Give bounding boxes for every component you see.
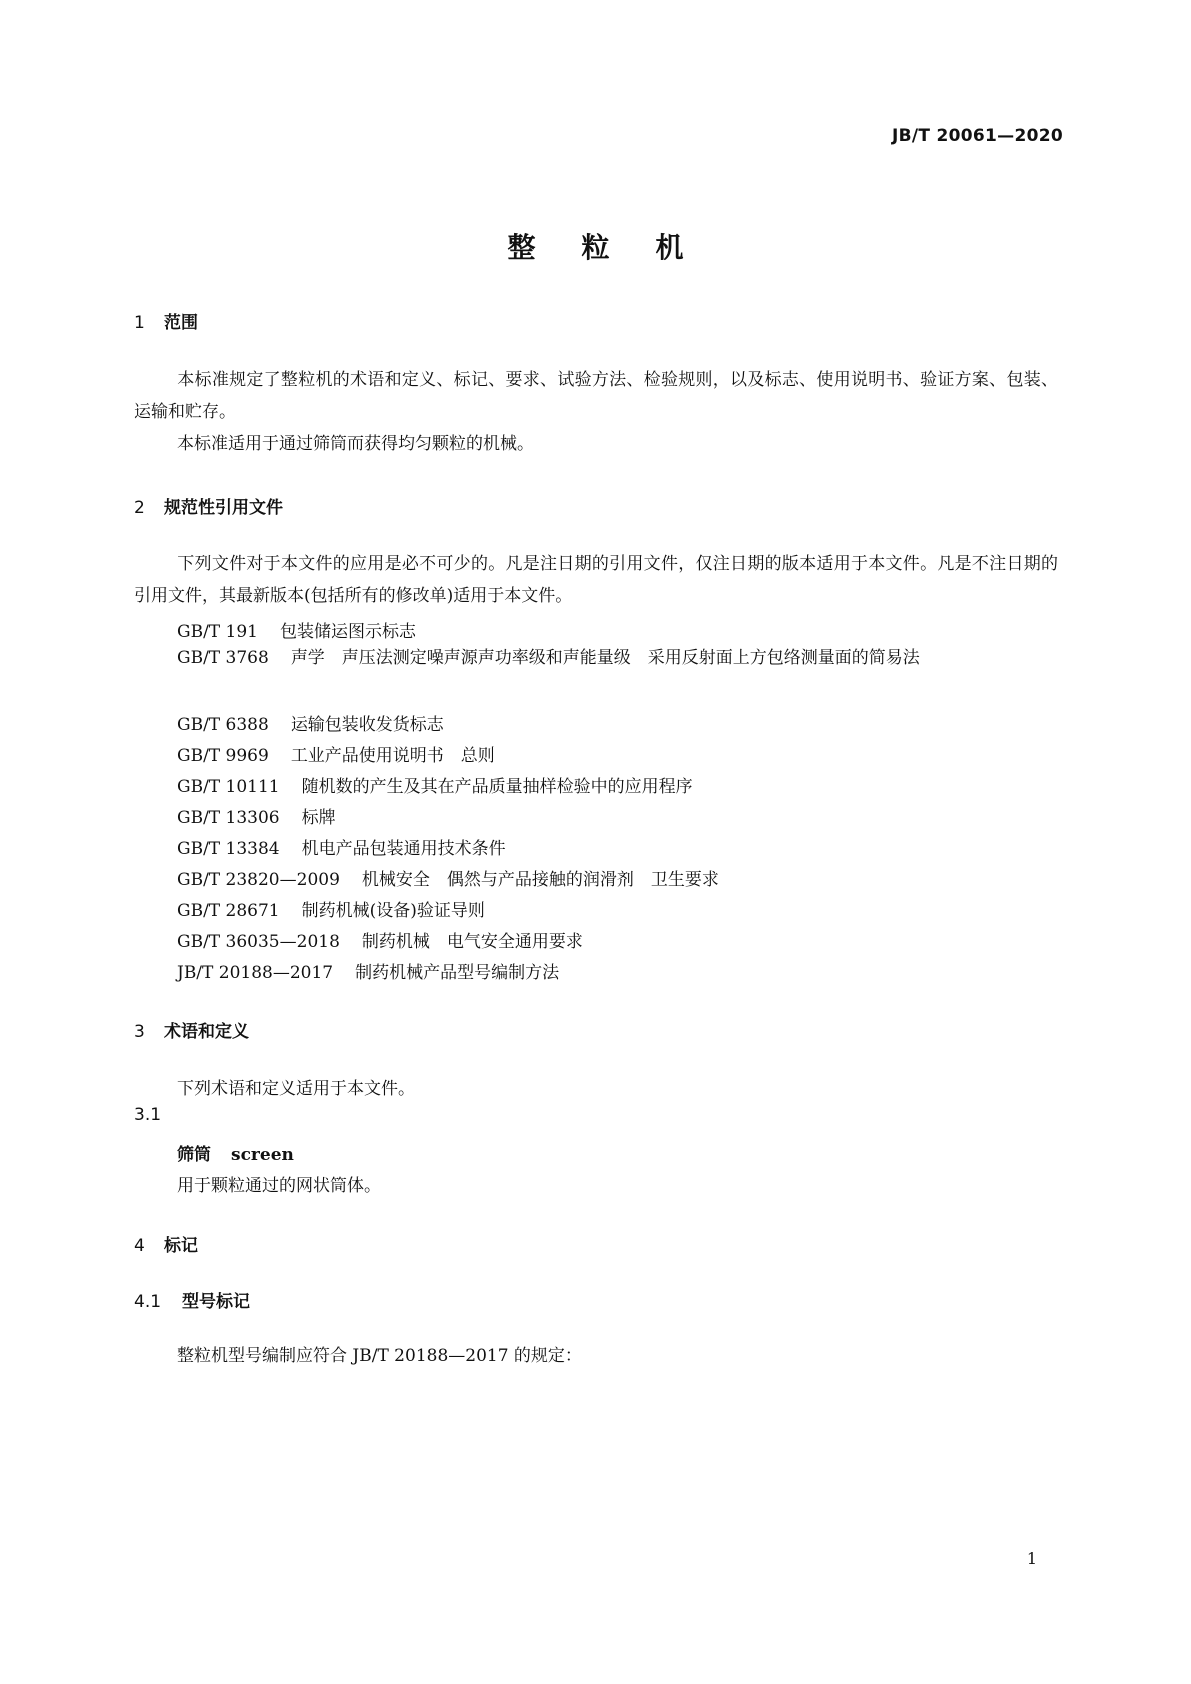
section-title: 范围 <box>164 313 198 333</box>
paragraph-text: 本标准规定了整粒机的术语和定义、标记、要求、试验方法、检验规则，以及标志、使用说明书、验证方案、包装、运输和贮存。 <box>134 370 1058 422</box>
reference-item <box>177 803 336 828</box>
reference-item <box>177 834 506 859</box>
section-1-heading <box>134 308 198 333</box>
section-number: 3 <box>134 1022 145 1042</box>
reference-title: 随机数的产生及其在产品质量抽样检验中的应用程序 <box>301 777 693 797</box>
reference-item <box>134 642 1058 674</box>
section-2-intro <box>134 548 1058 612</box>
reference-item <box>177 865 719 890</box>
subsection-number: 4.1 <box>134 1292 162 1312</box>
reference-code: GB/T 10111 <box>177 777 280 797</box>
standard-code: JB/T 20061—2020 <box>892 126 1063 146</box>
reference-title: 包装储运图示标志 <box>280 622 416 642</box>
reference-code: GB/T 3768 <box>177 648 269 668</box>
reference-title: 制药机械(设备)验证导则 <box>301 901 485 921</box>
reference-code: GB/T 9969 <box>177 746 269 766</box>
section-1-paragraph-1 <box>134 364 1058 428</box>
reference-item <box>177 772 693 797</box>
reference-title: 声学 声压法测定噪声源声功率级和声能量级 采用反射面上方包络测量面的简易法 <box>290 648 920 668</box>
reference-title: 运输包装收发货标志 <box>290 715 444 735</box>
reference-code: GB/T 191 <box>177 622 258 642</box>
reference-item <box>177 741 495 766</box>
section-number: 4 <box>134 1236 145 1256</box>
reference-title: 制药机械 电气安全通用要求 <box>361 932 583 952</box>
reference-code: GB/T 6388 <box>177 715 269 735</box>
section-number: 1 <box>134 313 145 333</box>
section-title: 规范性引用文件 <box>164 498 283 518</box>
reference-item <box>177 617 416 642</box>
section-number: 2 <box>134 498 145 518</box>
subsection-title: 型号标记 <box>182 1292 250 1312</box>
reference-item <box>177 896 485 921</box>
subsection-4-1-heading <box>134 1287 250 1312</box>
reference-code: JB/T 20188—2017 <box>177 963 334 983</box>
reference-item <box>177 710 444 735</box>
term-chinese: 筛筒 <box>177 1145 211 1165</box>
reference-item <box>177 927 583 952</box>
page-number: 1 <box>1026 1549 1037 1568</box>
term-entry <box>177 1140 294 1165</box>
term-definition: 用于颗粒通过的网状筒体。 <box>177 1176 381 1196</box>
section-4-1-text: 整粒机型号编制应符合 JB/T 20188—2017 的规定： <box>177 1346 582 1366</box>
section-title: 术语和定义 <box>164 1022 249 1042</box>
reference-title: 标牌 <box>301 808 336 828</box>
term-english: screen <box>231 1145 294 1165</box>
reference-code: GB/T 36035—2018 <box>177 932 340 952</box>
reference-code: GB/T 23820—2009 <box>177 870 340 890</box>
section-3-intro: 下列术语和定义适用于本文件。 <box>177 1079 415 1099</box>
section-title: 标记 <box>164 1236 198 1256</box>
reference-code: GB/T 13384 <box>177 839 280 859</box>
reference-code: GB/T 28671 <box>177 901 280 921</box>
section-1-paragraph-2 <box>134 428 1058 460</box>
reference-title: 制药机械产品型号编制方法 <box>355 963 560 983</box>
paragraph-text: 下列文件对于本文件的应用是必不可少的。凡是注日期的引用文件，仅注日期的版本适用于本文件。凡是不注日期的引用文件，其最新版本(包括所有的修改单)适用于本文件。 <box>134 554 1058 606</box>
section-2-heading <box>134 493 283 518</box>
reference-title: 工业产品使用说明书 总则 <box>290 746 495 766</box>
document-title: 整粒机 <box>507 231 730 264</box>
section-3-heading <box>134 1017 249 1042</box>
term-number: 3.1 <box>134 1105 162 1125</box>
reference-item <box>177 958 559 983</box>
reference-code: GB/T 13306 <box>177 808 280 828</box>
paragraph-text: 本标准适用于通过筛筒而获得均匀颗粒的机械。 <box>177 434 534 454</box>
section-4-heading <box>134 1231 198 1256</box>
reference-title: 机械安全 偶然与产品接触的润滑剂 卫生要求 <box>361 870 719 890</box>
reference-title: 机电产品包装通用技术条件 <box>301 839 506 859</box>
